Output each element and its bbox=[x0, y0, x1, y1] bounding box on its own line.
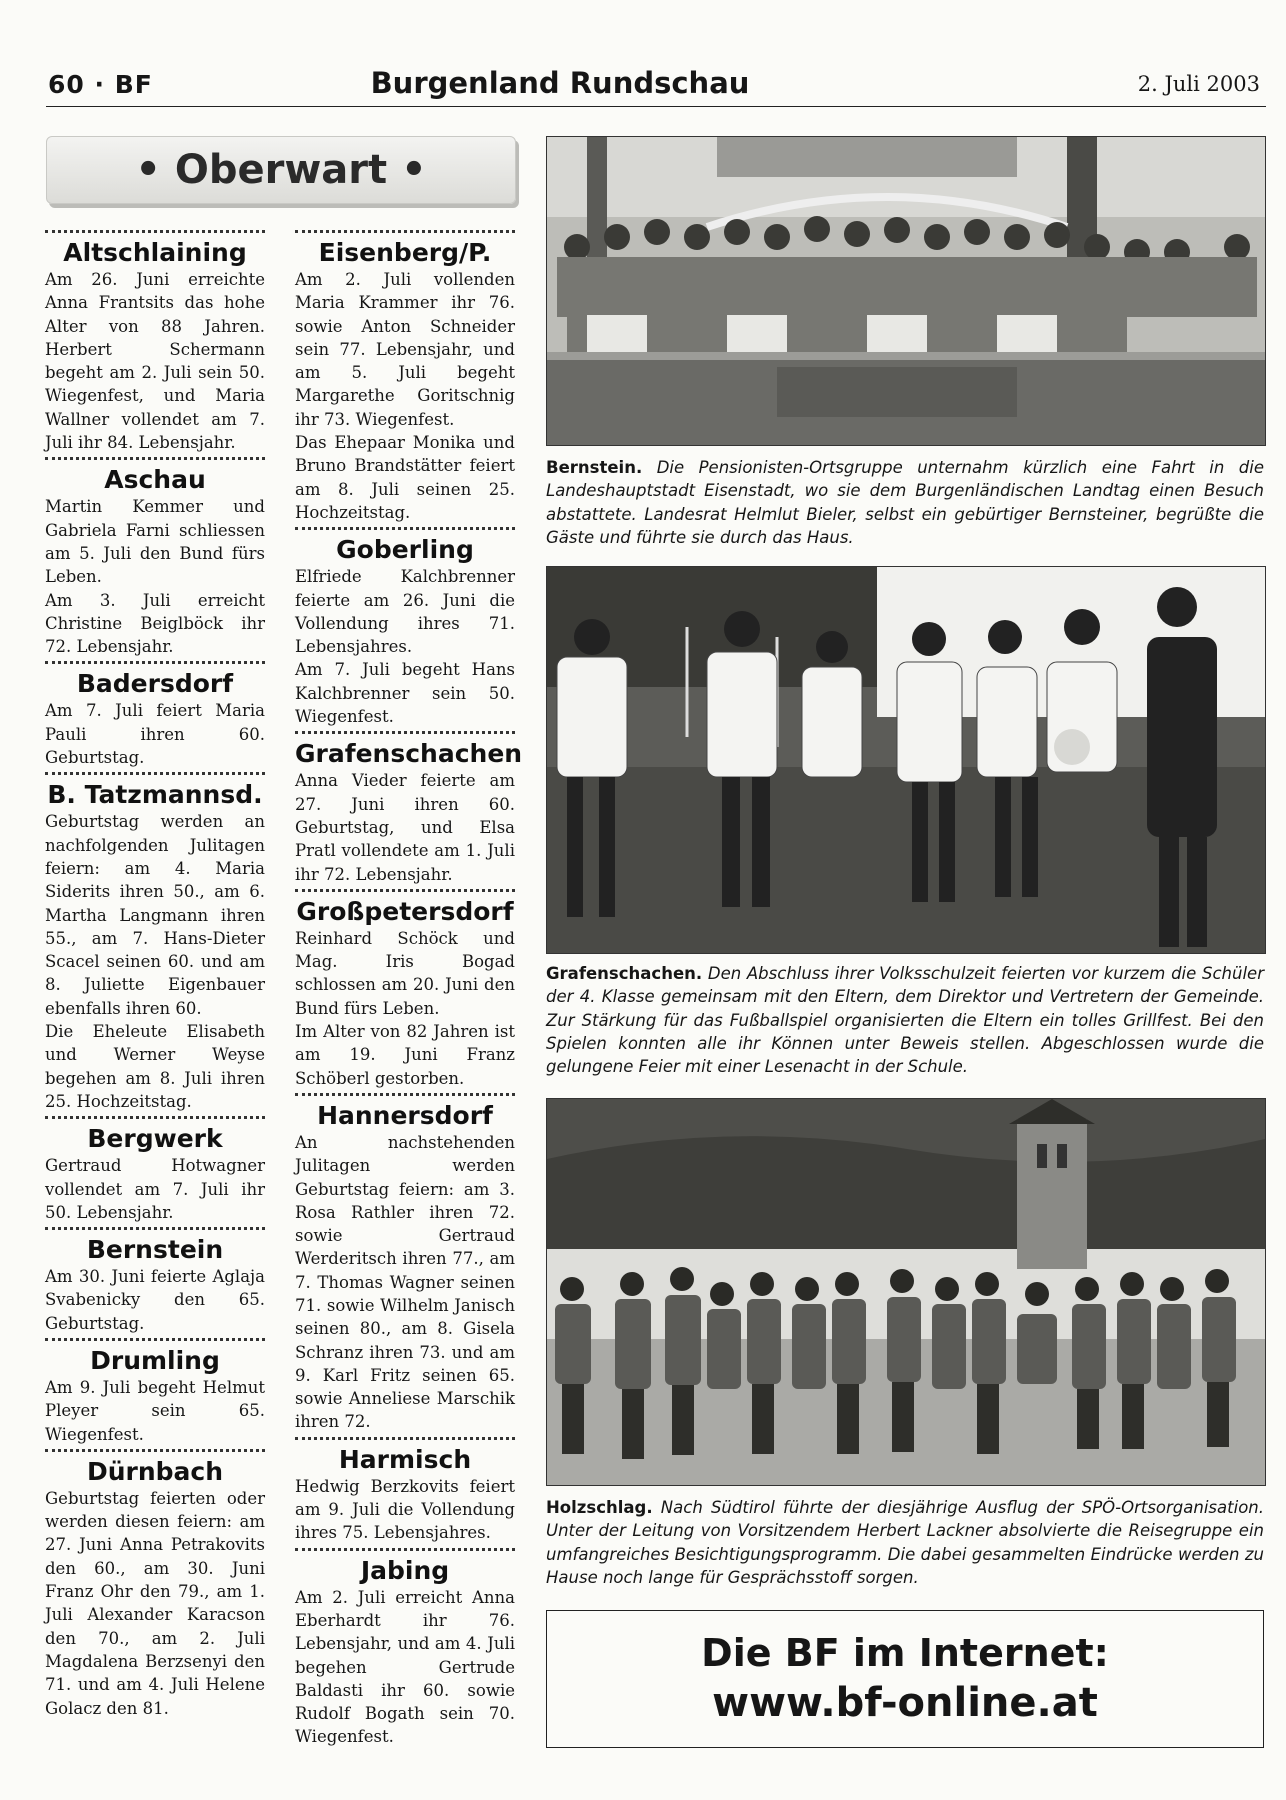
section-text: Am 26. Juni erreichte Anna Frantsits das hohe Alter von 88 Jahren. Herbert Schermann begeht am 2. Juli sein 50. Wiegenfest, und Maria Wallner vollendet am 7. Juli ihr 84. Lebensjahr. bbox=[45, 270, 265, 453]
section-text: Reinhard Schöck und Mag. Iris Bogad schlossen am 20. Juni den Bund fürs Leben. bbox=[295, 928, 515, 1018]
news-column-left bbox=[45, 230, 265, 1720]
news-column-middle bbox=[295, 230, 523, 1749]
news-section bbox=[295, 1437, 515, 1545]
internet-ad-box bbox=[546, 1610, 1264, 1748]
dotted-divider bbox=[45, 1227, 265, 1230]
news-section bbox=[45, 1338, 265, 1446]
news-section bbox=[295, 731, 523, 885]
section-banner-oberwart: • Oberwart • bbox=[46, 136, 516, 204]
section-text: Am 9. Juli begeht Helmut Pleyer sein 65. Wiegenfest. bbox=[45, 1377, 265, 1444]
caption-text: Den Abschluss ihrer Volksschulzeit feierten vor kurzem die Schüler der 4. Klasse gemeinsam mit den Eltern, dem Direktor und Vertretern der Gemeinde. Zur Stärkung für das Fußballspiel organisierten die Eltern ein tolles Grillfest. Bei den Spielen konnten alle ihr Können unter Beweis stellen. Abgeschlossen wurde die gelungene Feier mit einer Lesenacht in der Schule. bbox=[546, 964, 1264, 1077]
section-heading: Jabing bbox=[360, 1555, 450, 1585]
page-number: 60 · BF bbox=[48, 70, 153, 99]
dotted-divider bbox=[295, 1437, 515, 1440]
section-text: Am 3. Juli erreicht Christine Beiglböck ihr 72. Lebensjahr. bbox=[45, 590, 265, 657]
section-heading: Altschlaining bbox=[63, 238, 247, 267]
photo-caption-grafenschachen bbox=[546, 962, 1264, 1078]
caption-text: Die Pensionisten-Ortsgruppe unternahm kürzlich eine Fahrt in die Landeshauptstadt Eisenstadt, wo sie dem Burgenländischen Landtag einen Besuch abstattete. Landesrat Helmlut Bieler, selbst ein gebürtiger Bernsteiner, begrüßte die Gäste und führte sie durch das Haus. bbox=[546, 458, 1264, 547]
news-section bbox=[295, 889, 515, 1090]
dotted-divider bbox=[295, 731, 515, 734]
news-section bbox=[45, 1116, 265, 1224]
news-section bbox=[45, 1449, 265, 1720]
caption-place: Holzschlag. bbox=[546, 1498, 653, 1517]
caption-place: Bernstein. bbox=[546, 458, 643, 477]
section-heading: Bernstein bbox=[86, 1235, 224, 1265]
section-text: Geburtstag feierten oder werden diesen feiern: am 27. Juni Anna Petrakovits den 60., am 30. Juni Franz Ohr den 79., am 1. Juli Alexander Karacson den 70., am 2. Juli Magdalena Berzsenyi den 71. und am 4. Juli Helene Golacz den 81. bbox=[45, 1488, 265, 1718]
section-heading: Harmisch bbox=[338, 1444, 472, 1474]
dotted-divider bbox=[45, 457, 265, 460]
photo-pensioner-group-landtag bbox=[546, 136, 1266, 446]
section-text: Hedwig Berzkovits feiert am 9. Juli die Vollendung ihres 75. Lebensjahres. bbox=[295, 1476, 515, 1543]
news-section bbox=[45, 661, 265, 769]
newspaper-title: Burgenland Rundschau bbox=[370, 66, 750, 100]
dotted-divider bbox=[45, 230, 265, 233]
section-text: Martin Kemmer und Gabriela Farni schliessen am 5. Juli den Bund fürs Leben. bbox=[45, 497, 265, 587]
news-section bbox=[45, 772, 265, 1113]
dotted-divider bbox=[45, 1449, 265, 1452]
photo-south-tyrol-trip-group bbox=[546, 1098, 1266, 1486]
section-text: An nachstehenden Julitagen werden Geburtstag feiern: am 3. Rosa Rathler ihren 72. sowie Gertraud Werderitsch ihren 77., am 7. Thomas Wagner seinen 71. sowie Wilhelm Janisch seinen 80., am 8. Gisela Schranz ihren 73. und am 9. Karl Fritz seinen 65. sowie Anneliese Marschik ihren 72. bbox=[295, 1132, 515, 1432]
section-heading: B. Tatzmannsd. bbox=[47, 780, 263, 810]
header-rule bbox=[46, 106, 1266, 107]
caption-text: Nach Südtirol führte der diesjährige Ausflug der SPÖ-Ortsorganisation. Unter der Leitung von Vorsitzendem Herbert Lackner absolvierte die Reisegruppe ein umfangreiches Besichtigungsprogramm. Die dabei gesammelten Eindrücke werden zu Hause noch lange für Gesprächsstoff sorgen. bbox=[546, 1498, 1264, 1587]
section-heading: Aschau bbox=[104, 465, 206, 495]
section-heading: Eisenberg/P. bbox=[318, 238, 492, 267]
dotted-divider bbox=[295, 230, 515, 233]
section-text: Elfriede Kalchbrenner feierte am 26. Juni die Vollendung ihres 71. Lebensjahres. bbox=[295, 567, 515, 657]
ad-website-link[interactable]: www.bf-online.at bbox=[712, 1680, 1098, 1726]
section-heading: Hannersdorf bbox=[317, 1100, 493, 1130]
section-heading: Badersdorf bbox=[76, 669, 234, 699]
section-text: Die Eheleute Elisabeth und Werner Weyse begehen am 8. Juli ihren 25. Hochzeitstag. bbox=[45, 1022, 265, 1111]
section-heading: Großpetersdorf bbox=[296, 896, 514, 926]
news-section bbox=[45, 230, 265, 454]
dotted-divider bbox=[295, 889, 515, 892]
dotted-divider bbox=[45, 772, 265, 775]
section-text: Gertraud Hotwagner vollendet am 7. Juli ihr 50. Lebensjahr. bbox=[45, 1156, 265, 1222]
section-text: Am 2. Juli vollenden Maria Krammer ihr 76. sowie Anton Schneider sein 77. Lebensjahr, und am 5. Juli begeht Margarethe Goritschnig ihr 73. Wiegenfest. bbox=[295, 270, 515, 429]
news-section bbox=[295, 527, 515, 728]
section-text: Im Alter von 82 Jahren ist am 19. Juni Franz Schöberl gestorben. bbox=[295, 1022, 515, 1088]
dotted-divider bbox=[45, 1338, 265, 1341]
news-section bbox=[295, 1093, 515, 1434]
section-text: Am 7. Juli feiert Maria Pauli ihren 60. Geburtstag. bbox=[45, 701, 265, 768]
dotted-divider bbox=[45, 1116, 265, 1119]
news-section bbox=[295, 1548, 515, 1749]
news-section bbox=[295, 230, 515, 524]
dotted-divider bbox=[295, 1093, 515, 1096]
photo-caption-bernstein bbox=[546, 456, 1264, 549]
news-section bbox=[45, 1227, 265, 1335]
section-heading: Bergwerk bbox=[87, 1124, 223, 1154]
section-text: Am 7. Juli begeht Hans Kalchbrenner sein 50. Wiegenfest. bbox=[295, 660, 515, 727]
section-text: Am 2. Juli erreicht Anna Eberhardt ihr 76. Lebensjahr, und am 4. Juli begehen Gertrude Baldasti ihr 60. sowie Rudolf Bogath sein 70. Wiegenfest. bbox=[295, 1587, 515, 1747]
dotted-divider bbox=[295, 527, 515, 530]
photo-school-graduation-group bbox=[546, 566, 1266, 954]
news-section bbox=[45, 457, 265, 658]
ad-headline: Die BF im Internet: bbox=[701, 1631, 1109, 1675]
section-heading: Goberling bbox=[336, 535, 474, 565]
dotted-divider bbox=[45, 661, 265, 664]
issue-date: 2. Juli 2003 bbox=[1137, 72, 1260, 96]
section-text: Anna Vieder feierte am 27. Juni ihren 60. Geburtstag, und Elsa Pratl vollendete am 1. Juli ihr 72. Lebensjahr. bbox=[295, 771, 515, 884]
section-text: Geburtstag werden an nachfolgenden Julitagen feiern: am 4. Maria Siderits ihren 50., am 6. Martha Langmann ihren 55., am 7. Hans-Dieter Scacel seinen 60. und am 8. Juliette Eigenbauer ebenfalls ihren 60. bbox=[45, 812, 265, 1018]
section-text: Am 30. Juni feierte Aglaja Svabenicky den 65. Geburtstag. bbox=[45, 1267, 265, 1333]
section-heading: Drumling bbox=[90, 1345, 220, 1375]
section-text: Das Ehepaar Monika und Bruno Brandstätter feiert am 8. Juli seinen 25. Hochzeitstag. bbox=[295, 433, 515, 522]
caption-place: Grafenschachen. bbox=[546, 964, 703, 983]
section-heading: Dürnbach bbox=[86, 1456, 224, 1486]
photo-caption-holzschlag bbox=[546, 1496, 1264, 1589]
section-heading: Grafenschachen bbox=[295, 739, 523, 769]
dotted-divider bbox=[295, 1548, 515, 1551]
